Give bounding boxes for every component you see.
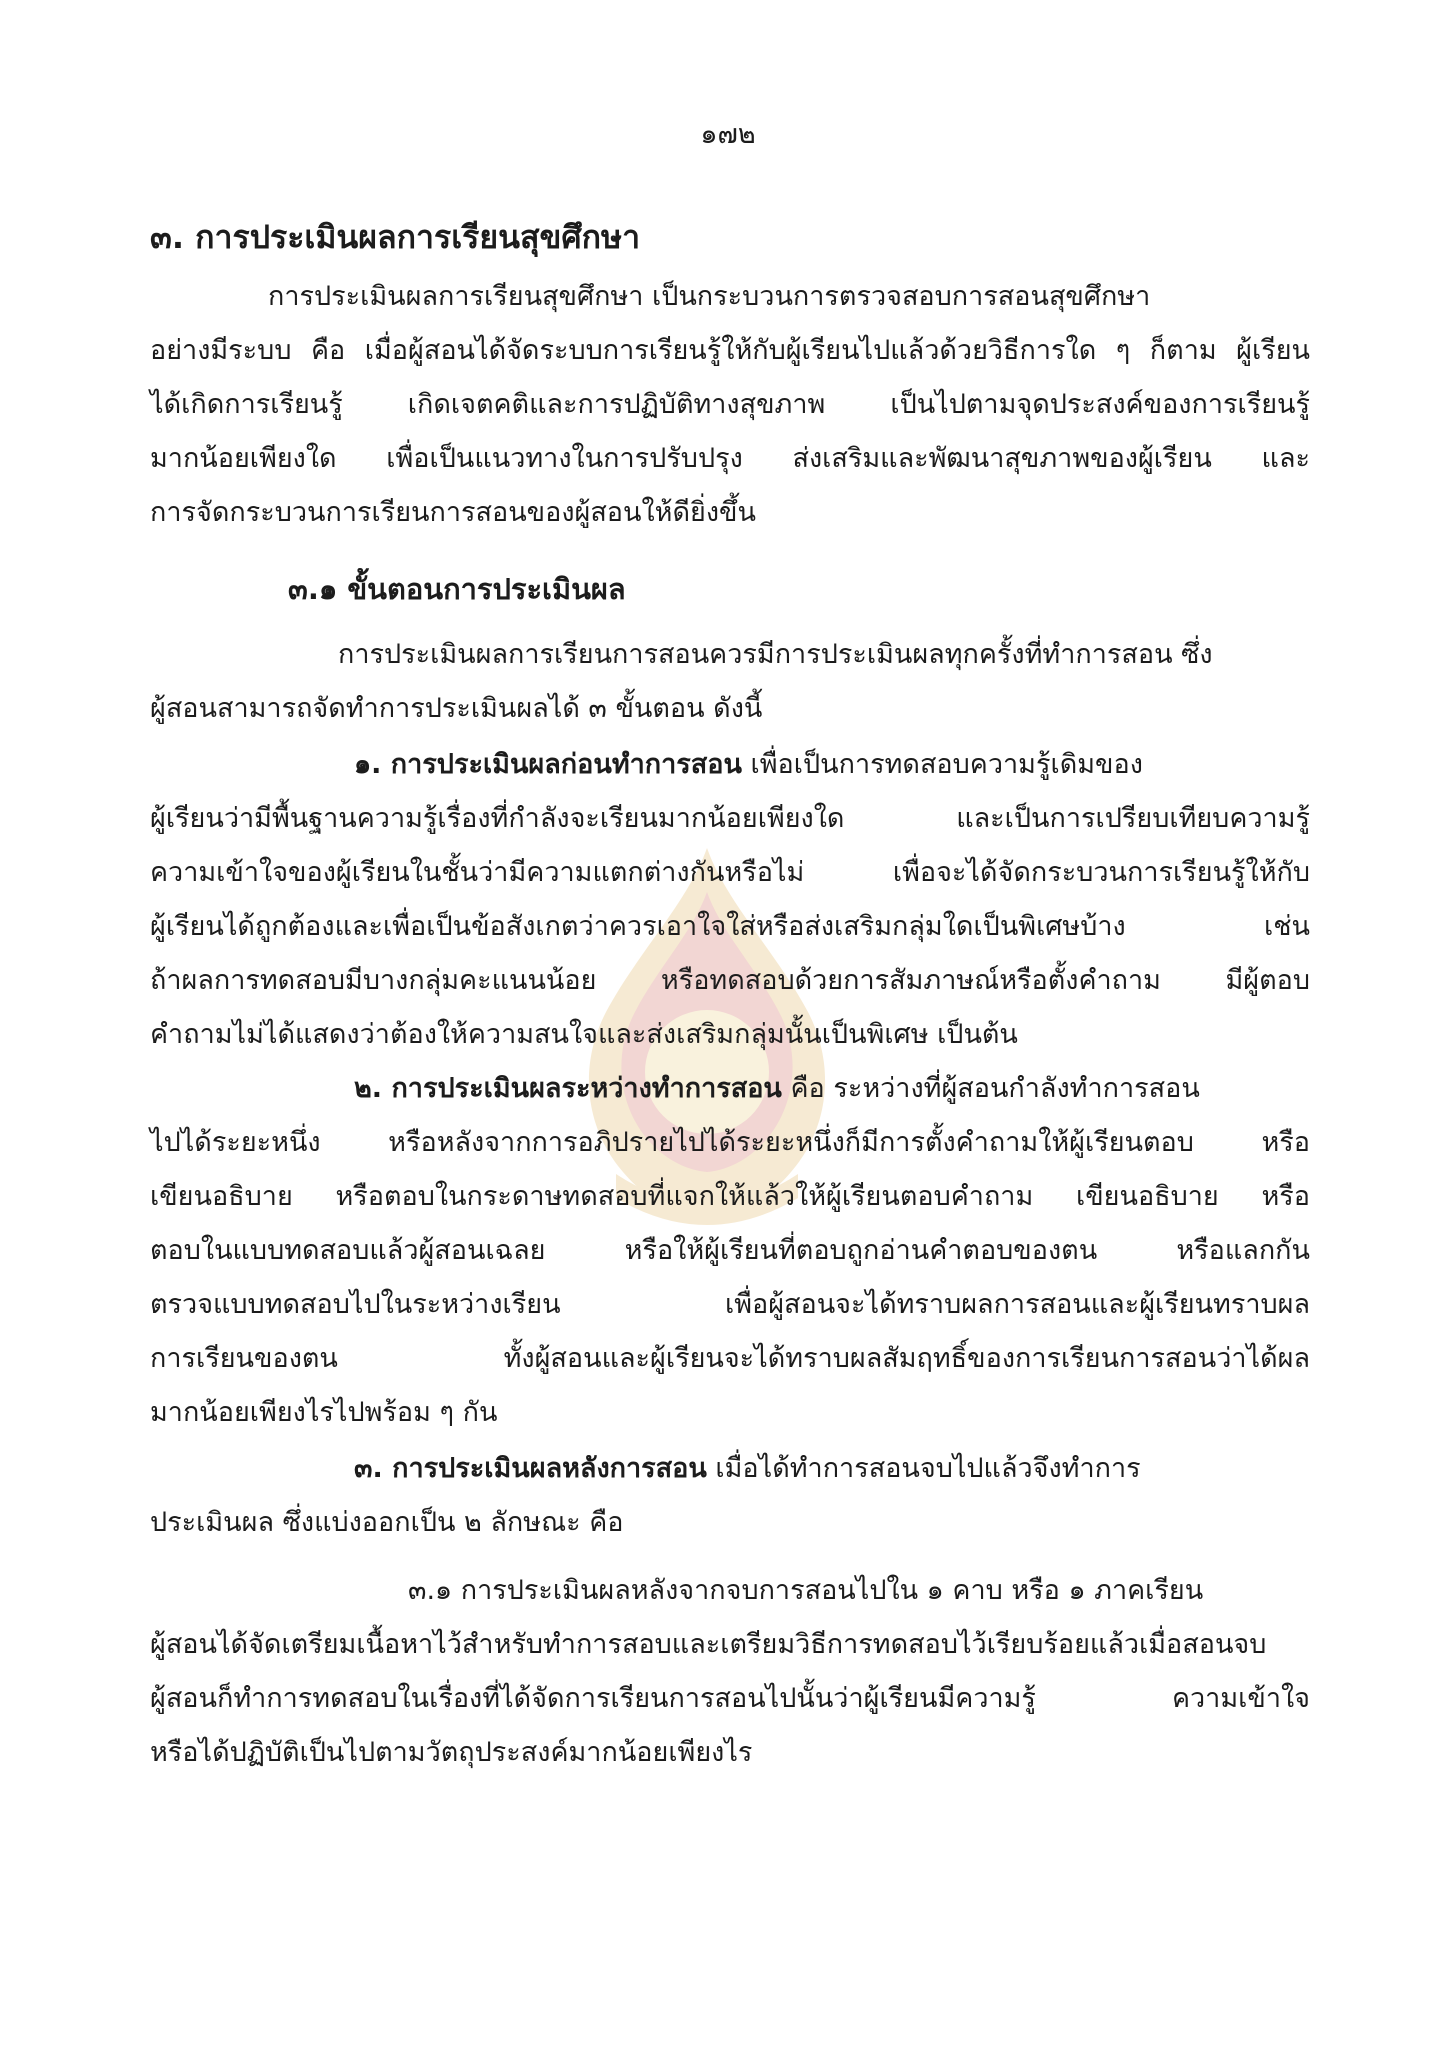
step3-1-line: ผู้สอนก็ทำการทดสอบในเรื่องที่ได้จัดการเรียนการสอนไปนั้นว่าผู้เรียนมีความรู้ ความเข้าใจ	[150, 1683, 1310, 1714]
step1-heading: ๑. การประเมินผลก่อนทำการสอน	[354, 749, 742, 780]
step1-line: ความเข้าใจของผู้เรียนในชั้นว่ามีความแตกต่างกันหรือไม่ เพื่อจะได้จัดกระบวนการเรียนรู้ให้กับ	[150, 857, 1310, 888]
intro-line: อย่างมีระบบ คือ เมื่อผู้สอนได้จัดระบบการเรียนรู้ให้กับผู้เรียนไปแล้วด้วยวิธีการใด ๆ ก็ตาม ผู้เรียน	[150, 335, 1310, 366]
step1-line: ผู้เรียนได้ถูกต้องและเพื่อเป็นข้อสังเกตว่าควรเอาใจใส่หรือส่งเสริมกลุ่มใดเป็นพิเศษบ้าง เช่น	[150, 911, 1310, 942]
subsection-title: ๓.๑ ขั้นตอนการประเมินผล	[288, 572, 626, 606]
step1-first-line	[354, 742, 1143, 785]
step1-line: คำถามไม่ได้แสดงว่าต้องให้ความสนใจและส่งเสริมกลุ่มนั้นเป็นพิเศษ เป็นต้น	[150, 1019, 1018, 1050]
step3-1-line: ผู้สอนได้จัดเตรียมเนื้อหาไว้สำหรับทำการสอบและเตรียมวิธีการทดสอบไว้เรียบร้อยแล้วเมื่อสอนจบ	[150, 1629, 1267, 1660]
step1-line: ถ้าผลการทดสอบมีบางกลุ่มคะแนนน้อย หรือทดสอบด้วยการสัมภาษณ์หรือตั้งคำถาม มีผู้ตอบ	[150, 965, 1310, 996]
page-number: ๑๗๒	[700, 119, 756, 150]
step2-line: มากน้อยเพียงไรไปพร้อม ๆ กัน	[150, 1397, 498, 1428]
step2-first-line	[354, 1066, 1200, 1109]
intro-line: การประเมินผลการเรียนสุขศึกษา เป็นกระบวนการตรวจสอบการสอนสุขศึกษา	[268, 281, 1151, 312]
step3-1-line: หรือได้ปฏิบัติเป็นไปตามวัตถุประสงค์มากน้อยเพียงไร	[150, 1737, 753, 1768]
step3-first-line	[354, 1446, 1141, 1489]
step1-line: ผู้เรียนว่ามีพื้นฐานความรู้เรื่องที่กำลังจะเรียนมากน้อยเพียงใด และเป็นการเปรียบเทียบความรู้	[150, 803, 1310, 834]
step1-text: เพื่อเป็นการทดสอบความรู้เดิมของ	[741, 749, 1143, 780]
step3-1-first-line: ๓.๑ การประเมินผลหลังจากจบการสอนไปใน ๑ คาบ หรือ ๑ ภาคเรียน	[408, 1575, 1204, 1606]
intro-line: ได้เกิดการเรียนรู้ เกิดเจตคติและการปฏิบัติทางสุขภาพ เป็นไปตามจุดประสงค์ของการเรียนรู้	[150, 389, 1310, 420]
intro-line: การจัดกระบวนการเรียนการสอนของผู้สอนให้ดียิ่งขึ้น	[150, 497, 756, 528]
step2-heading: ๒. การประเมินผลระหว่างทำการสอน	[354, 1073, 782, 1104]
step3-heading: ๓. การประเมินผลหลังการสอน	[354, 1453, 707, 1484]
intro-line: มากน้อยเพียงใด เพื่อเป็นแนวทางในการปรับปรุง ส่งเสริมและพัฒนาสุขภาพของผู้เรียน และ	[150, 443, 1310, 474]
step2-line: การเรียนของตน ทั้งผู้สอนและผู้เรียนจะได้ทราบผลสัมฤทธิ์ของการเรียนการสอนว่าได้ผล	[150, 1343, 1310, 1374]
step3-text: เมื่อได้ทำการสอนจบไปแล้วจึงทำการ	[706, 1453, 1141, 1484]
step2-text: คือ ระหว่างที่ผู้สอนกำลังทำการสอน	[781, 1073, 1200, 1104]
step2-line: ตรวจแบบทดสอบไปในระหว่างเรียน เพื่อผู้สอนจะได้ทราบผลการสอนและผู้เรียนทราบผล	[150, 1289, 1310, 1320]
step3-line: ประเมินผล ซึ่งแบ่งออกเป็น ๒ ลักษณะ คือ	[150, 1507, 624, 1538]
step2-line: เขียนอธิบาย หรือตอบในกระดาษทดสอบที่แจกให้แล้วให้ผู้เรียนตอบคำถาม เขียนอธิบาย หรือ	[150, 1181, 1310, 1212]
step2-line: ไปได้ระยะหนึ่ง หรือหลังจากการอภิปรายไปได้ระยะหนึ่งก็มีการตั้งคำถามให้ผู้เรียนตอบ หรือ	[150, 1127, 1310, 1158]
sub-intro-line: การประเมินผลการเรียนการสอนควรมีการประเมินผลทุกครั้งที่ทำการสอน ซึ่ง	[338, 639, 1213, 670]
section-title: ๓. การประเมินผลการเรียนสุขศึกษา	[150, 218, 641, 256]
sub-intro-line: ผู้สอนสามารถจัดทำการประเมินผลได้ ๓ ขั้นตอน ดังนี้	[150, 693, 763, 724]
step2-line: ตอบในแบบทดสอบแล้วผู้สอนเฉลย หรือให้ผู้เรียนที่ตอบถูกอ่านคำตอบของตน หรือแลกกัน	[150, 1235, 1310, 1266]
